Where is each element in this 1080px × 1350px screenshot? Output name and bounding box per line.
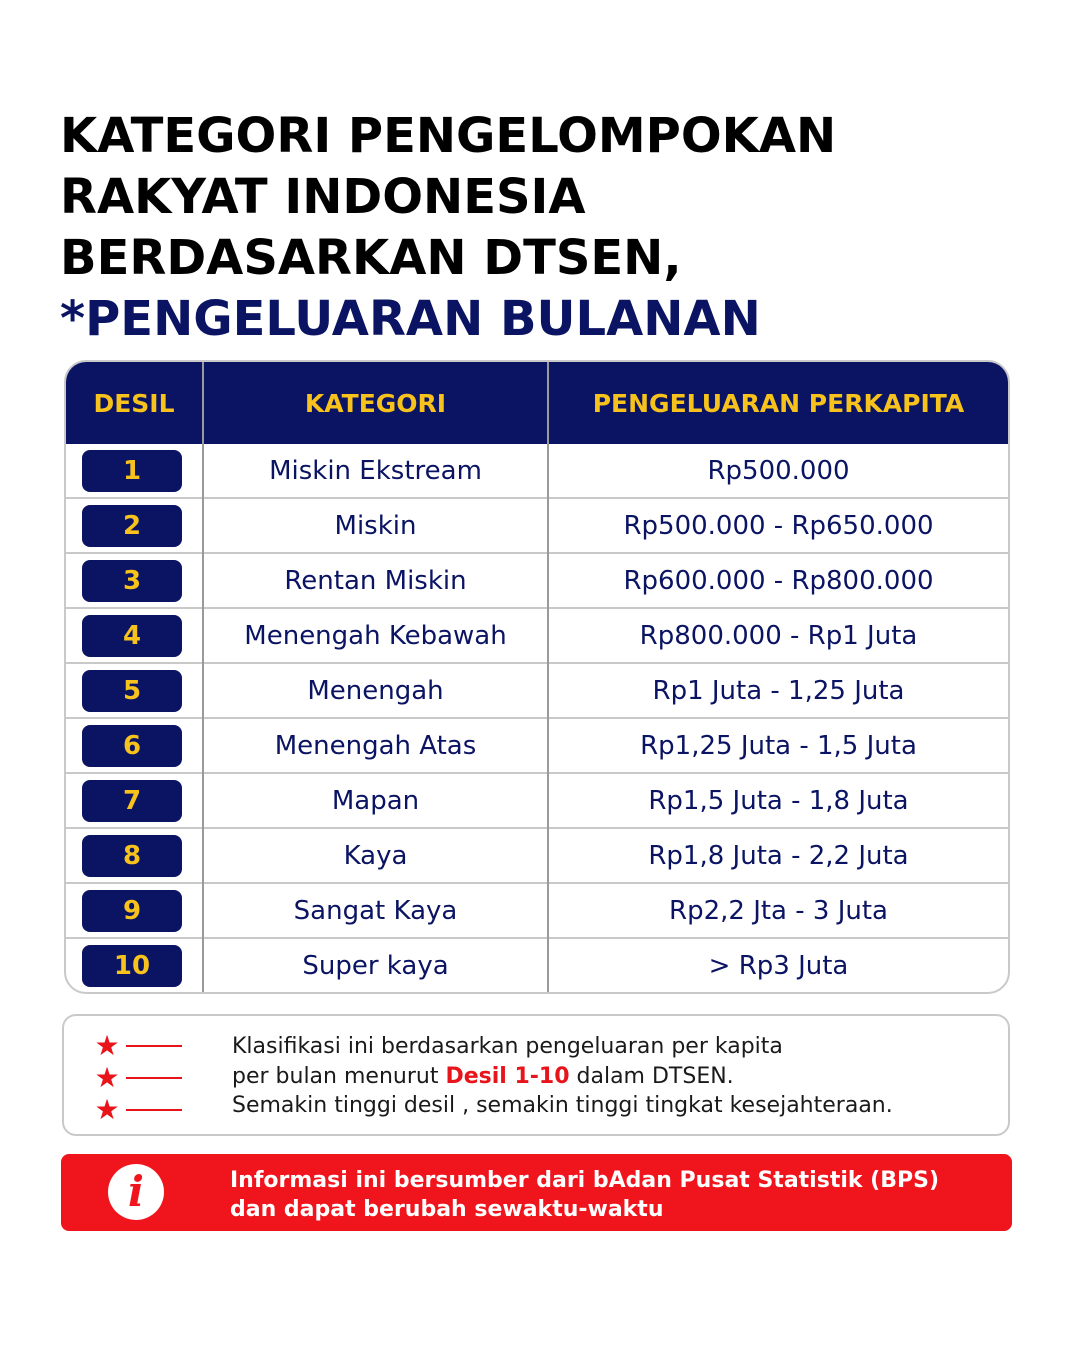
pengeluaran-cell: Rp800.000 - Rp1 Juta — [548, 608, 1008, 663]
note-icon-row — [92, 1062, 192, 1094]
pengeluaran-cell: Rp500.000 - Rp650.000 — [548, 498, 1008, 553]
title-line-3: BERDASARKAN DTSEN, — [60, 230, 682, 286]
kategori-cell: Menengah — [203, 663, 548, 718]
title-line-4: *PENGELUARAN BULANAN — [60, 291, 761, 347]
info-text — [230, 1166, 939, 1224]
table-body — [66, 444, 1008, 992]
header-pengeluaran: PENGELUARAN PERKAPITA — [548, 362, 1008, 444]
title-line-2: RAKYAT INDONESIA — [60, 169, 586, 225]
desil-badge: 4 — [82, 615, 182, 657]
desil-cell — [66, 444, 203, 498]
kategori-cell: Kaya — [203, 828, 548, 883]
pengeluaran-cell: Rp2,2 Jta - 3 Juta — [548, 883, 1008, 938]
info-line-1: Informasi ini bersumber dari bAdan Pusat Statistik (BPS) — [230, 1168, 940, 1193]
table-header-row — [66, 362, 1008, 444]
dash-line — [126, 1109, 182, 1111]
note-line-2 — [232, 1062, 893, 1092]
table-row — [66, 718, 1008, 773]
kategori-cell: Mapan — [203, 773, 548, 828]
note-line-2-prefix: per bulan menurut — [232, 1063, 446, 1089]
table-row — [66, 444, 1008, 498]
note-icons — [92, 1030, 192, 1126]
pengeluaran-cell: > Rp3 Juta — [548, 938, 1008, 992]
star-icon: ★ — [94, 1030, 120, 1061]
desil-badge: 5 — [82, 670, 182, 712]
note-line-3: Semakin tinggi desil , semakin tinggi tingkat kesejahteraan. — [232, 1093, 893, 1118]
header-kategori: KATEGORI — [203, 362, 548, 444]
note-icon-row — [92, 1094, 192, 1126]
desil-table-container — [64, 360, 1010, 994]
note-line-2-suffix: dalam DTSEN. — [569, 1063, 734, 1089]
desil-badge: 10 — [82, 945, 182, 987]
desil-cell — [66, 553, 203, 608]
pengeluaran-cell: Rp1 Juta - 1,25 Juta — [548, 663, 1008, 718]
desil-badge: 9 — [82, 890, 182, 932]
pengeluaran-cell: Rp500.000 — [707, 455, 850, 486]
kategori-cell: Menengah Kebawah — [203, 608, 548, 663]
pengeluaran-cell: Rp1,8 Juta - 2,2 Juta — [548, 828, 1008, 883]
kategori-cell: Menengah Atas — [203, 718, 548, 773]
kategori-cell: Miskin Ekstream — [203, 444, 548, 498]
desil-badge: 8 — [82, 835, 182, 877]
kategori-cell: Rentan Miskin — [203, 553, 548, 608]
info-line-2: dan dapat berubah sewaktu-waktu — [230, 1197, 664, 1222]
table-row — [66, 663, 1008, 718]
dash-line — [126, 1077, 182, 1079]
desil-cell — [66, 938, 203, 992]
kategori-cell: Sangat Kaya — [203, 883, 548, 938]
table-row — [66, 553, 1008, 608]
pengeluaran-cell: Rp600.000 - Rp800.000 — [548, 553, 1008, 608]
desil-badge: 3 — [82, 560, 182, 602]
table-row — [66, 608, 1008, 663]
table-row — [66, 773, 1008, 828]
kategori-cell: Miskin — [203, 498, 548, 553]
title-line-1: KATEGORI PENGELOMPOKAN — [60, 108, 837, 164]
page-title — [60, 106, 1020, 350]
desil-badge: 6 — [82, 725, 182, 767]
desil-cell — [66, 498, 203, 553]
desil-cell — [66, 608, 203, 663]
desil-cell — [66, 718, 203, 773]
table-row — [66, 498, 1008, 553]
kategori-cell: Super kaya — [203, 938, 548, 992]
desil-cell — [66, 663, 203, 718]
desil-cell — [66, 883, 203, 938]
note-box — [62, 1014, 1010, 1136]
table-row — [66, 828, 1008, 883]
desil-cell — [66, 773, 203, 828]
pengeluaran-cell: Rp1,25 Juta - 1,5 Juta — [548, 718, 1008, 773]
desil-badge: 2 — [82, 505, 182, 547]
note-icon-row — [92, 1030, 192, 1062]
table-row — [66, 938, 1008, 992]
pengeluaran-cell: Rp1,5 Juta - 1,8 Juta — [548, 773, 1008, 828]
star-icon: ★ — [94, 1094, 120, 1125]
desil-badge: 1 — [82, 450, 182, 492]
table-row — [66, 883, 1008, 938]
note-highlight: Desil 1-10 — [445, 1063, 570, 1089]
info-banner — [61, 1154, 1012, 1231]
note-text — [232, 1032, 893, 1121]
info-icon: i — [108, 1164, 164, 1220]
note-line-1: Klasifikasi ini berdasarkan pengeluaran per kapita — [232, 1034, 783, 1059]
star-icon: ★ — [94, 1062, 120, 1093]
header-desil: DESIL — [66, 362, 203, 444]
desil-table — [66, 362, 1008, 992]
desil-badge: 7 — [82, 780, 182, 822]
dash-line — [126, 1045, 182, 1047]
desil-cell — [66, 828, 203, 883]
